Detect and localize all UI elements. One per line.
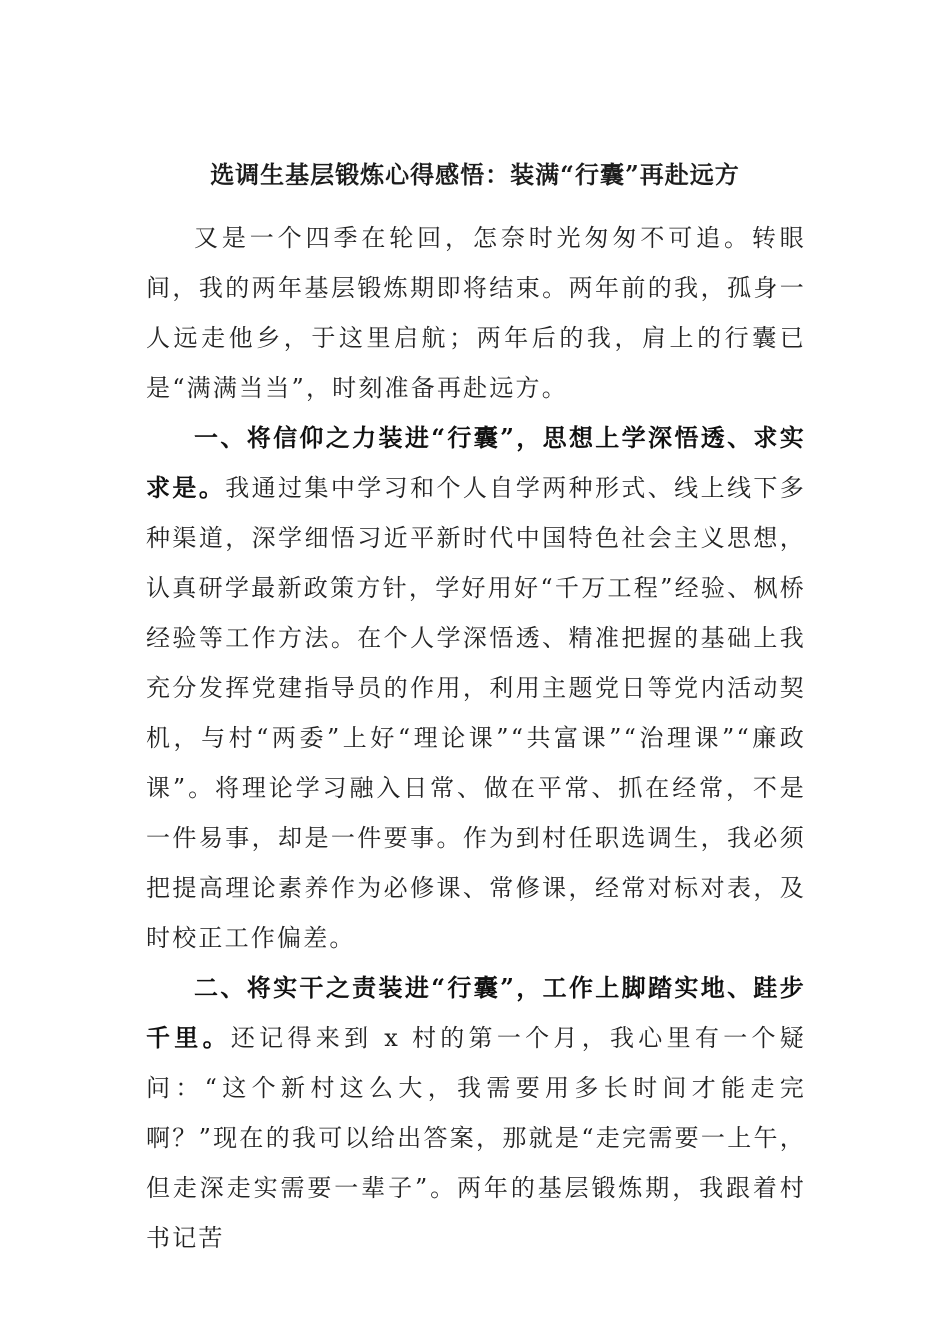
paragraph-section-2 [146,963,806,1263]
paragraph-intro [146,213,806,413]
paragraph-intro-text: 又是一个四季在轮回，怎奈时光匆匆不可追。转眼间，我的两年基层锻炼期即将结束。两年前的我，孤身一人远走他乡，于这里启航；两年后的我，肩上的行囊已是“满满当当”，时刻准备再赴远方。 [146,224,806,402]
document-title: 选调生基层锻炼心得感悟：装满“行囊”再赴远方 [210,160,740,189]
section-2-text: 还记得来到 x 村的第一个月，我心里有一个疑问：“这个新村这么大，我需要用多长时间才能走完啊？”现在的我可以给出答案，那就是“走完需要一上午，但走深走实需要一辈子”。两年的基层锻炼期，我跟着村书记苦 [146,1024,806,1252]
document-body [146,213,806,1263]
section-1-text: 我通过集中学习和个人自学两种形式、线上线下多种渠道，深学细悟习近平新时代中国特色社会主义思想，认真研学最新政策方针，学好用好“千万工程”经验、枫桥经验等工作方法。在个人学深悟透、精准把握的基础上我充分发挥党建指导员的作用，利用主题党日等党内活动契机，与村“两委”上好“理论课”“共富课”“治理课”“廉政课”。将理论学习融入日常、做在平常、抓在经常，不是一件易事，却是一件要事。作为到村任职选调生，我必须把提高理论素养作为必修课、常修课，经常对标对表，及时校正工作偏差。 [146,474,806,952]
section-2-heading: 二、将实干之责装进“行囊”，工作上脚踏实地、跬步千里。 [146,973,806,1052]
paragraph-section-1 [146,413,806,963]
section-1-heading: 一、将信仰之力装进“行囊”，思想上学深悟透、求实求是。 [146,423,806,502]
